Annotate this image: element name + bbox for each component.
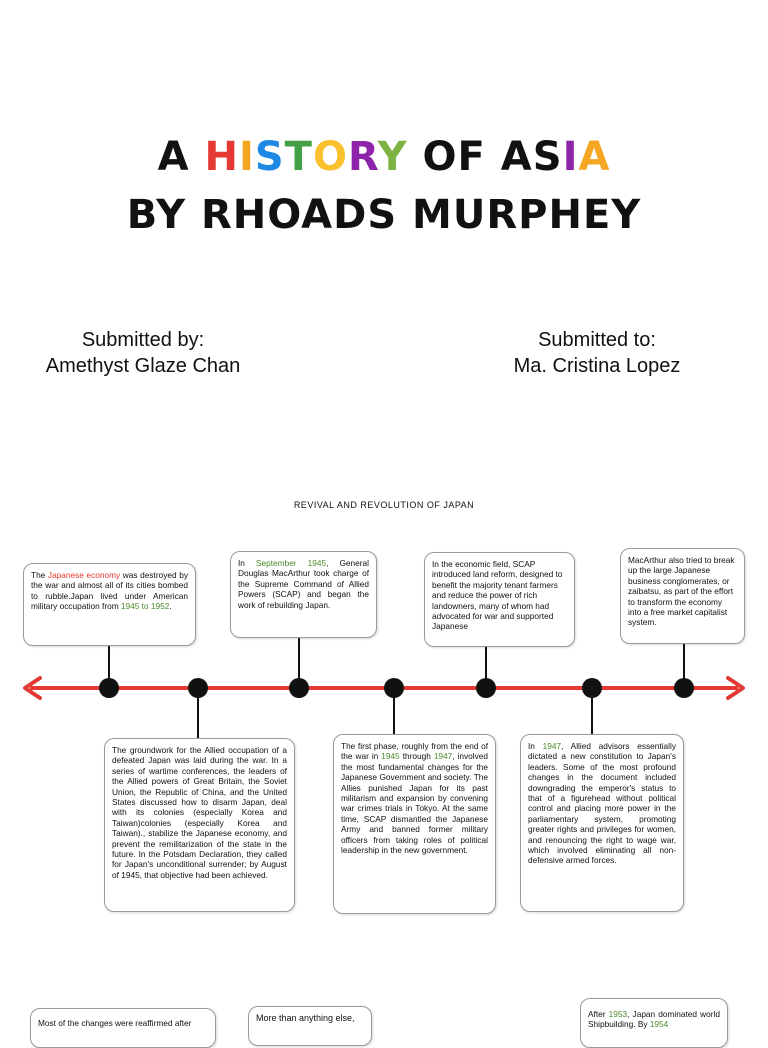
card-highlight: 1945	[381, 751, 400, 762]
title-letter: R	[347, 134, 378, 180]
timeline-card-7	[520, 734, 684, 912]
title-letter: Y	[377, 134, 408, 180]
connector-line	[298, 638, 300, 680]
card-text: After	[588, 1009, 609, 1019]
submitted-by-block	[30, 327, 256, 379]
timeline-dot	[289, 678, 309, 698]
document-title-line1	[0, 134, 768, 180]
card-text: was destroyed by the war and almost all of its cities bombed to rubble.Japan lived under American military occupation from	[31, 570, 188, 612]
timeline-card-5	[104, 738, 295, 912]
timeline-card-9	[248, 1006, 372, 1046]
card-highlight: 1954	[649, 1019, 669, 1030]
card-text: , General Douglas MacArthur took charge of the Supreme Command of Allied Powers (SCAP) and began the work of rebuilding Japan.	[238, 558, 369, 610]
title-letter: T	[284, 134, 313, 180]
connector-line	[591, 696, 593, 734]
timeline-card-3	[424, 552, 575, 647]
card-text: , Allied advisors essentially dictated a new constitution to Japan's leaders. Some of the most profound changes in the document included downgrading the emperor's status to that of a figurehead without political control and placing more power in the parliamentary system, promoting greater rights and privileges for women, and renouncing the right to wage war, which involved eliminating all non-defensive armed forces.	[528, 741, 677, 866]
title-letter: S	[254, 134, 285, 180]
timeline-card-1	[23, 563, 196, 646]
card-text: , involved the most fundamental changes for the Japanese Government and society. The Allies punished Japan for its past militarism and expansion by convening war crimes trials in Tokyo. At the same time, SCAP dismantled the Japanese Army and banned former military officers from taking roles of political leadership in the new government.	[341, 751, 488, 856]
timeline-dot	[582, 678, 602, 698]
connector-line	[683, 644, 685, 680]
timeline-dot	[476, 678, 496, 698]
card-text: More than anything else,	[256, 1013, 355, 1023]
title-letter: I	[562, 134, 579, 180]
card-text: In	[528, 741, 543, 751]
card-text: , Japan dominated world Shipbuilding. By	[588, 1009, 720, 1030]
title-letter: O	[312, 134, 348, 180]
submitted-to-block	[496, 327, 698, 379]
timeline-dot	[674, 678, 694, 698]
title-letter: O	[422, 134, 458, 180]
connector-line	[393, 696, 395, 734]
submitted-by-label: Submitted by:	[81, 329, 205, 351]
card-text: In	[238, 558, 256, 568]
card-text: The	[31, 570, 48, 580]
card-text: The first phase, roughly from the end of the war in	[341, 741, 488, 762]
connector-line	[485, 647, 487, 680]
title-letter: A	[500, 134, 533, 180]
title-letter	[408, 134, 423, 180]
document-title-line2: BY RHOADS MURPHEY	[126, 192, 642, 238]
card-text: In the economic field, SCAP introduced land reform, designed to benefit the majority tenant farmers and reduce the power of rich landowners, many of whom had advocated for war and supported Japanese	[432, 559, 563, 632]
submitted-to-label: Submitted to:	[538, 329, 656, 351]
submitted-to-name: Ma. Cristina Lopez	[513, 355, 681, 377]
timeline-dot	[99, 678, 119, 698]
timeline-card-4	[620, 548, 745, 644]
card-text: The groundwork for the Allied occupation of a defeated Japan was laid during the war. In a series of wartime conferences, the leaders of the Allied powers of Great Britain, the Soviet Union, the Republic of China, and the United States discussed how to disarm Japan, deal with its colonies (especially Korea and Taiwan)colonies (especially Korea and Taiwan)., stabilize the Japanese economy, and prevent the remilitarization of the state in the future. In the Potsdam Declaration, they called for Japan's unconditional surrender; by August of 1945, that objective had been achieved.	[112, 745, 287, 880]
timeline-card-8	[30, 1008, 216, 1048]
submitted-by-name: Amethyst Glaze Chan	[45, 355, 241, 377]
timeline-card-6	[333, 734, 496, 914]
card-highlight: Japanese economy	[47, 570, 121, 580]
title-letter	[486, 134, 501, 180]
connector-line	[108, 646, 110, 680]
title-letter: F	[457, 134, 486, 180]
title-letter: H	[204, 134, 239, 180]
timeline-title: REVIVAL AND REVOLUTION OF JAPAN	[293, 500, 475, 510]
timeline-card-10	[580, 998, 728, 1048]
card-text: through	[399, 751, 434, 762]
card-highlight: September 1945	[255, 558, 327, 568]
card-text: .	[169, 601, 172, 612]
timeline-arrow-line	[0, 670, 768, 706]
title-letter	[190, 134, 205, 180]
timeline-dot	[384, 678, 404, 698]
connector-line	[197, 696, 199, 738]
title-letter: S	[532, 134, 563, 180]
card-highlight: 1947	[433, 751, 453, 762]
card-highlight: 1945 to 1952	[120, 601, 170, 612]
title-letter: A	[578, 134, 611, 180]
card-text: MacArthur also tried to break up the large Japanese business conglomerates, or zaibatsu, as part of the effort to transform the economy into a free market capitalist system.	[628, 555, 735, 628]
card-highlight: 1947	[542, 741, 562, 751]
title-letter: I	[238, 134, 255, 180]
timeline-dot	[188, 678, 208, 698]
timeline-card-2	[230, 551, 377, 638]
card-highlight: 1953	[608, 1009, 628, 1019]
title-letter: A	[157, 134, 190, 180]
card-text: Most of the changes were reaffirmed after	[38, 1018, 192, 1028]
